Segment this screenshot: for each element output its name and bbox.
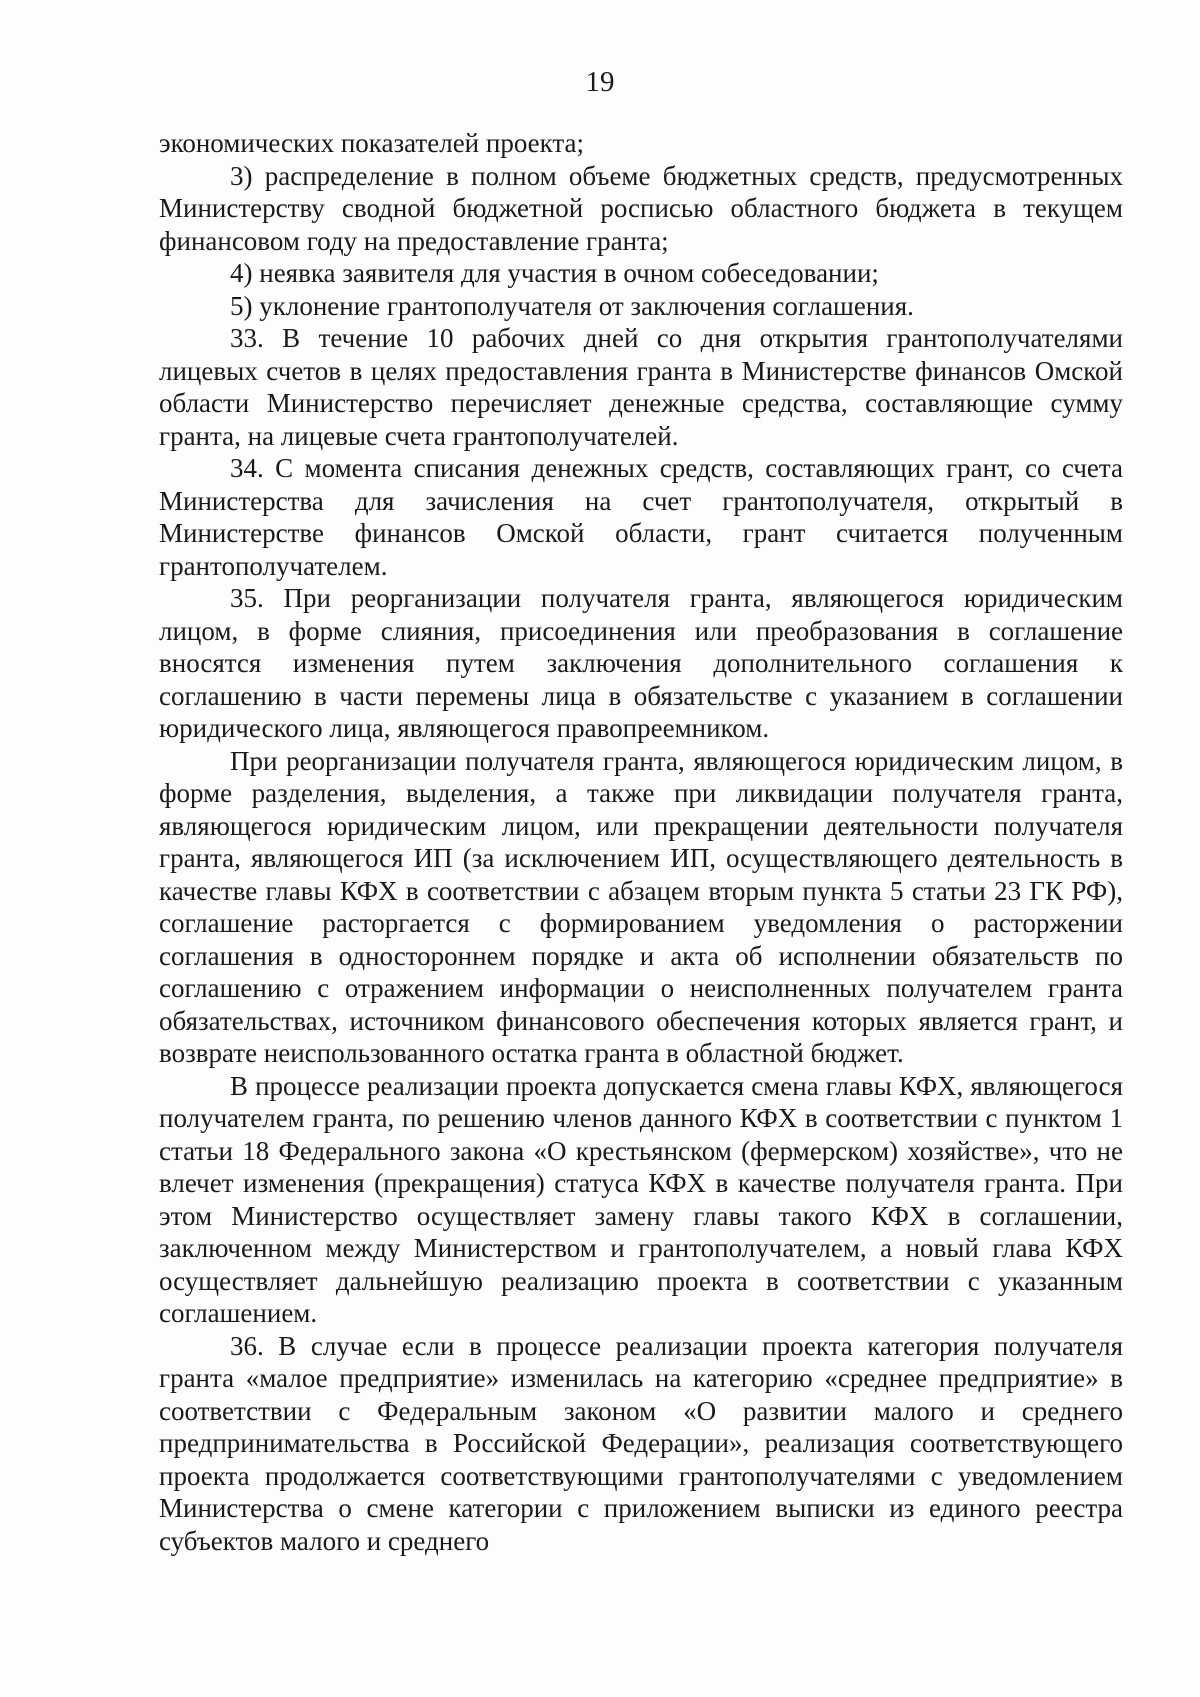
paragraph-clause-34: 34. С момента списания денежных средств, составляющих грант, со счета Министерства для зачисления на счет грантополучателя, открытый в Министерстве финансов Омской области, грант считается полученным грантополучателем. <box>159 453 1123 581</box>
paragraph-item-4: 4) неявка заявителя для участия в очном собеседовании; <box>230 258 879 288</box>
document-body <box>159 127 1123 1557</box>
paragraph-item-5: 5) уклонение грантополучателя от заключения соглашения. <box>230 290 914 321</box>
paragraph-kfh-head-change: В процессе реализации проекта допускается смена главы КФХ, являющегося получателем гранта, по решению членов данного КФХ в соответствии с пунктом 1 статьи 18 Федерального закона «О крестьянском (фермерском) хозяйстве», что не влечет изменения (прекращения) статуса КФХ в качестве получателя гранта. При этом Министерство осуществляет замену главы такого КФХ в соглашении, заключенном между Министерством и грантополучателем, а новый глава КФХ осуществляет дальнейшую реализацию проекта в соответствии с указанным соглашением. <box>159 1070 1123 1328</box>
paragraph-clause-36: 36. В случае если в процессе реализации проекта категория получателя гранта «малое предприятие» изменилась на категорию «среднее предприятие» в соответствии с Федеральным законом «О развитии малого и среднего предпринимательства в Российской Федерации», реализация соответствующего проекта продолжается соответствующими грантополучателями с уведомлением Министерства о смене категории с приложением выписки из единого реестра субъектов малого и среднего <box>159 1330 1123 1556</box>
paragraph-continuation: экономических показателей проекта; <box>159 128 585 158</box>
paragraph-clause-35: 35. При реорганизации получателя гранта, являющегося юридическим лицом, в форме слияния, присоединения или преобразования в соглашение вносятся изменения путем заключения дополнительного соглашения к соглашению в части перемены лица в обязательстве с указанием в соглашении юридического лица, являющегося правопреемником. <box>159 583 1123 743</box>
page-number: 19 <box>585 66 615 98</box>
paragraph-clause-33: 33. В течение 10 рабочих дней со дня открытия грантополучателями лицевых счетов в целях предоставления гранта в Министерстве финансов Омской области Министерство перечисляет денежные средства, составляющие сумму гранта, на лицевые счета грантополучателей. <box>159 323 1123 451</box>
paragraph-item-3: 3) распределение в полном объеме бюджетных средств, предусмотренных Министерству сводной бюджетной росписью областного бюджета в текущем финансовом году на предоставление гранта; <box>159 160 1123 256</box>
paragraph-reorganization: При реорганизации получателя гранта, являющегося юридическим лицом, в форме разделения, выделения, а также при ликвидации получателя гранта, являющегося юридическим лицом, или прекращении деятельности получателя гранта, являющегося ИП (за исключением ИП, осуществляющего деятельность в качестве главы КФХ в соответствии с абзацем вторым пункта 5 статьи 23 ГК РФ), соглашение расторгается с формированием уведомления о расторжении соглашения в одностороннем порядке и акта об исполнении обязательств по соглашению с отражением информации о неисполненных получателем гранта обязательствах, источником финансового обеспечения которых является грант, и возврате неиспользованного остатка гранта в областной бюджет. <box>159 745 1123 1068</box>
